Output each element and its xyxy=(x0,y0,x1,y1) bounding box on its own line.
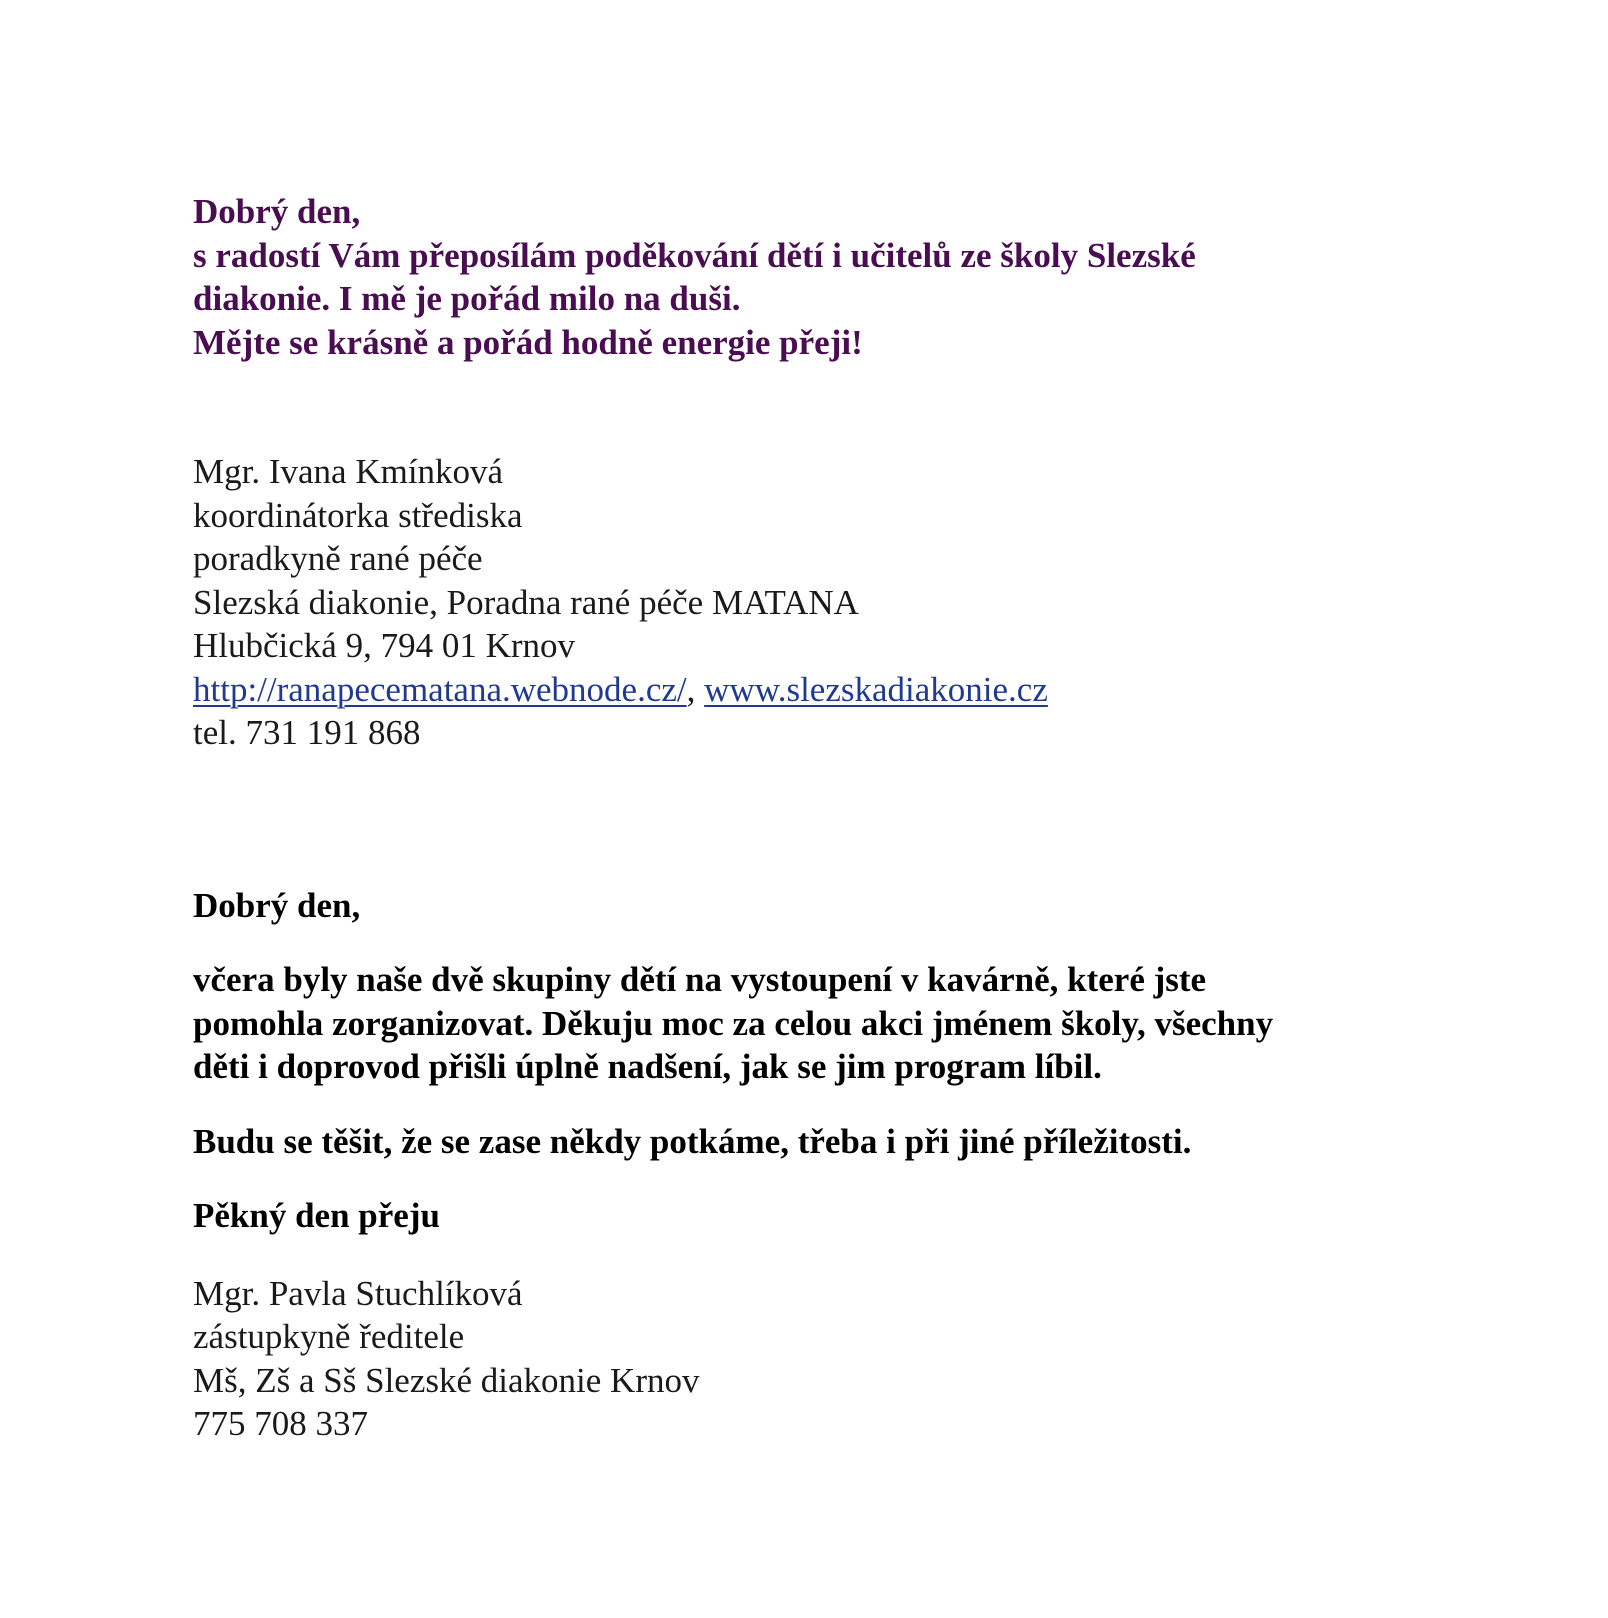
message-2-closing: Pěkný den přeju xyxy=(193,1196,440,1235)
message-1 xyxy=(193,190,1493,364)
message-1-line: diakonie. I mě je pořád milo na duši. xyxy=(193,279,741,318)
signature-2-name: Mgr. Pavla Stuchlíková xyxy=(193,1273,523,1313)
message-2-paragraph-2: Budu se těšit, že se zase někdy potkáme, třeba i při jiné příležitosti. xyxy=(193,1121,1192,1161)
ranapece-link[interactable]: http://ranapecematana.webnode.cz/ xyxy=(193,669,687,709)
message-2-paragraph-1-line: děti i doprovod přišli úplně nadšení, jak se jim program líbil. xyxy=(193,1047,1102,1086)
link-separator: , xyxy=(686,669,705,709)
signature-2-phone: 775 708 337 xyxy=(193,1404,368,1443)
message-1-line: Mějte se krásně a pořád hodně energie přeji! xyxy=(193,322,863,362)
message-2-greeting: Dobrý den, xyxy=(193,885,361,925)
signature-1 xyxy=(193,450,1493,755)
signature-2-role: zástupkyně ředitele xyxy=(193,1317,465,1356)
signature-1-role2: poradkyně rané péče xyxy=(193,539,483,578)
signature-1-role: koordinátorka střediska xyxy=(193,495,523,535)
signature-1-name: Mgr. Ivana Kmínková xyxy=(193,452,504,491)
signature-2-organization: Mš, Zš a Sš Slezské diakonie Krnov xyxy=(193,1360,700,1400)
message-1-line: Dobrý den, xyxy=(193,192,361,231)
signature-1-organization: Slezská diakonie, Poradna rané péče MATANA xyxy=(193,582,859,622)
letter-page xyxy=(193,190,1493,1446)
slezskadiakonie-link[interactable]: www.slezskadiakonie.cz xyxy=(704,669,1048,709)
signature-1-address: Hlubčická 9, 794 01 Krnov xyxy=(193,626,576,665)
signature-1-links xyxy=(193,668,1493,712)
message-2-paragraph-1-line: včera byly naše dvě skupiny dětí na vystoupení v kavárně, které jste xyxy=(193,960,1207,999)
message-2-paragraph-1-line: pomohla zorganizovat. Děkuju moc za celou akci jménem školy, všechny xyxy=(193,1003,1274,1043)
message-1-line: s radostí Vám přeposílám poděkování dětí i učitelů ze školy Slezské xyxy=(193,235,1196,275)
signature-1-phone: tel. 731 191 868 xyxy=(193,713,421,752)
message-2 xyxy=(193,884,1493,1238)
signature-2 xyxy=(193,1272,1493,1446)
